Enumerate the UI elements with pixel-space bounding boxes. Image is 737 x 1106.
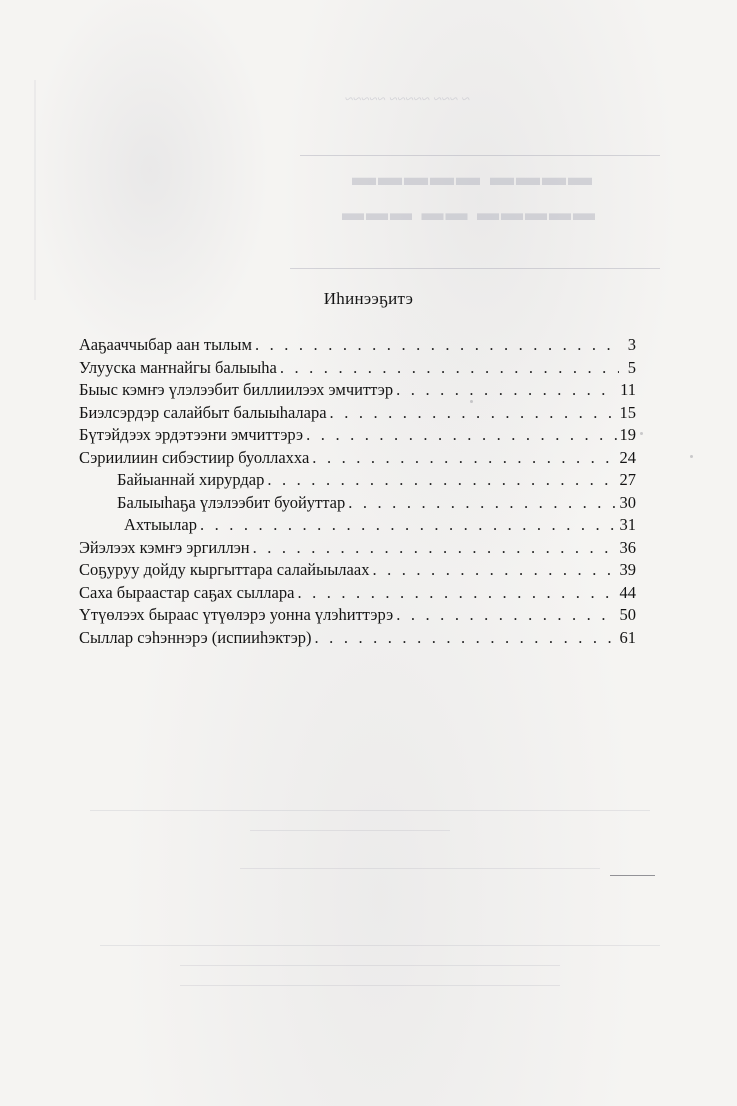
show-through-text: ▬▬▬▬ ▬▬▬▬▬ — [350, 165, 592, 191]
toc-entry — [79, 379, 636, 402]
toc-entry-label: Соҕуруу дойду кыргыттара салайыылаах — [79, 560, 370, 579]
toc-entry-page: 19 — [619, 425, 636, 444]
toc-subentry — [79, 469, 636, 492]
toc-entry-label: Биэлсэрдэр салайбыт балыыһалара — [79, 402, 327, 422]
show-through-rule — [100, 945, 660, 946]
dot-leader — [315, 627, 617, 650]
toc-entry-page: 61 — [619, 627, 636, 647]
toc-entry — [79, 447, 636, 470]
toc-entry-page: 50 — [619, 605, 636, 624]
dot-leader — [396, 604, 616, 627]
toc-entry — [79, 334, 636, 357]
toc-subentry — [79, 492, 636, 515]
dot-leader — [297, 582, 616, 605]
toc-entry — [79, 424, 636, 447]
toc-entry-page: 3 — [627, 335, 636, 354]
dot-leader — [280, 357, 619, 380]
show-through-rule — [250, 830, 450, 831]
show-through-text: ~ ~~~ ~~~~~ ~~~~~ — [345, 92, 470, 108]
toc-entry-label: Балыыһаҕа үлэлээбит буойуттар — [117, 492, 346, 512]
toc-entry-label: Бүтэйдээх эрдэтээҥи эмчиттэрэ — [79, 425, 304, 444]
toc-entry-page: 11 — [620, 380, 636, 399]
dot-leader — [372, 559, 616, 582]
show-through-rule — [180, 965, 560, 966]
dot-leader — [200, 514, 617, 537]
dot-leader — [267, 469, 616, 492]
toc-entry-page: 31 — [619, 515, 636, 534]
paper-speck — [640, 432, 643, 435]
show-through-rule — [90, 810, 650, 811]
toc-entry-label: Эйэлээх кэмҥэ эргиллэн — [79, 537, 250, 557]
toc-entry-label: Сэриилиин сибэстиир буоллахха — [79, 447, 310, 467]
toc-title: Иһинээҕитэ — [323, 289, 414, 308]
show-through-rule — [300, 155, 660, 156]
toc-entry-page: 44 — [619, 582, 636, 602]
show-through-box — [34, 80, 246, 300]
dot-leader — [396, 379, 617, 402]
show-through-rule — [290, 268, 660, 269]
toc-entry — [79, 604, 636, 627]
dot-leader — [330, 402, 617, 425]
dot-leader — [253, 537, 617, 560]
toc-list — [79, 334, 636, 649]
toc-entry — [79, 537, 636, 560]
dot-leader — [306, 424, 616, 447]
dot-leader — [255, 334, 619, 357]
show-through-rule — [240, 868, 600, 869]
toc-entry-label: Ааҕааччыбар аан тылым — [79, 335, 252, 354]
toc-entry-label: Саха быраастар саҕах сыллара — [79, 582, 295, 602]
show-through-rule — [610, 875, 655, 876]
toc-entry-label: Сыллар сэһэннэрэ (испииһэктэр) — [79, 627, 312, 647]
toc-entry-page: 36 — [619, 537, 636, 557]
toc-entry — [79, 627, 636, 650]
toc-entry-label: Улууска маҥнайгы балыыһа — [79, 357, 277, 377]
toc-subentry — [79, 514, 636, 537]
toc-entry — [79, 357, 636, 380]
toc-entry-page: 5 — [627, 357, 636, 377]
toc-entry-page: 15 — [619, 402, 636, 422]
toc-entry-page: 30 — [619, 492, 636, 512]
toc-entry — [79, 402, 636, 425]
toc-entry-page: 24 — [619, 447, 636, 467]
toc-entry-label: Ахтыылар — [124, 515, 197, 534]
toc-entry-page: 39 — [619, 560, 636, 579]
show-through-rule — [180, 985, 560, 986]
toc-entry-page: 27 — [619, 470, 636, 489]
toc-entry-label: Байыаннай хирурдар — [117, 470, 265, 489]
show-through-text: ▬▬▬▬▬ ▬▬ ▬▬▬ — [340, 200, 595, 225]
toc-entry-label: Үтүөлээх быраас үтүөлэрэ уонна үлэһиттэрэ — [79, 605, 394, 624]
toc-entry-label: Быыс кэмҥэ үлэлээбит биллиилээх эмчиттэр — [79, 380, 394, 399]
dot-leader — [348, 492, 616, 515]
paper-speck — [690, 455, 693, 458]
dot-leader — [312, 447, 616, 470]
toc-entry — [79, 559, 636, 582]
toc-entry — [79, 582, 636, 605]
